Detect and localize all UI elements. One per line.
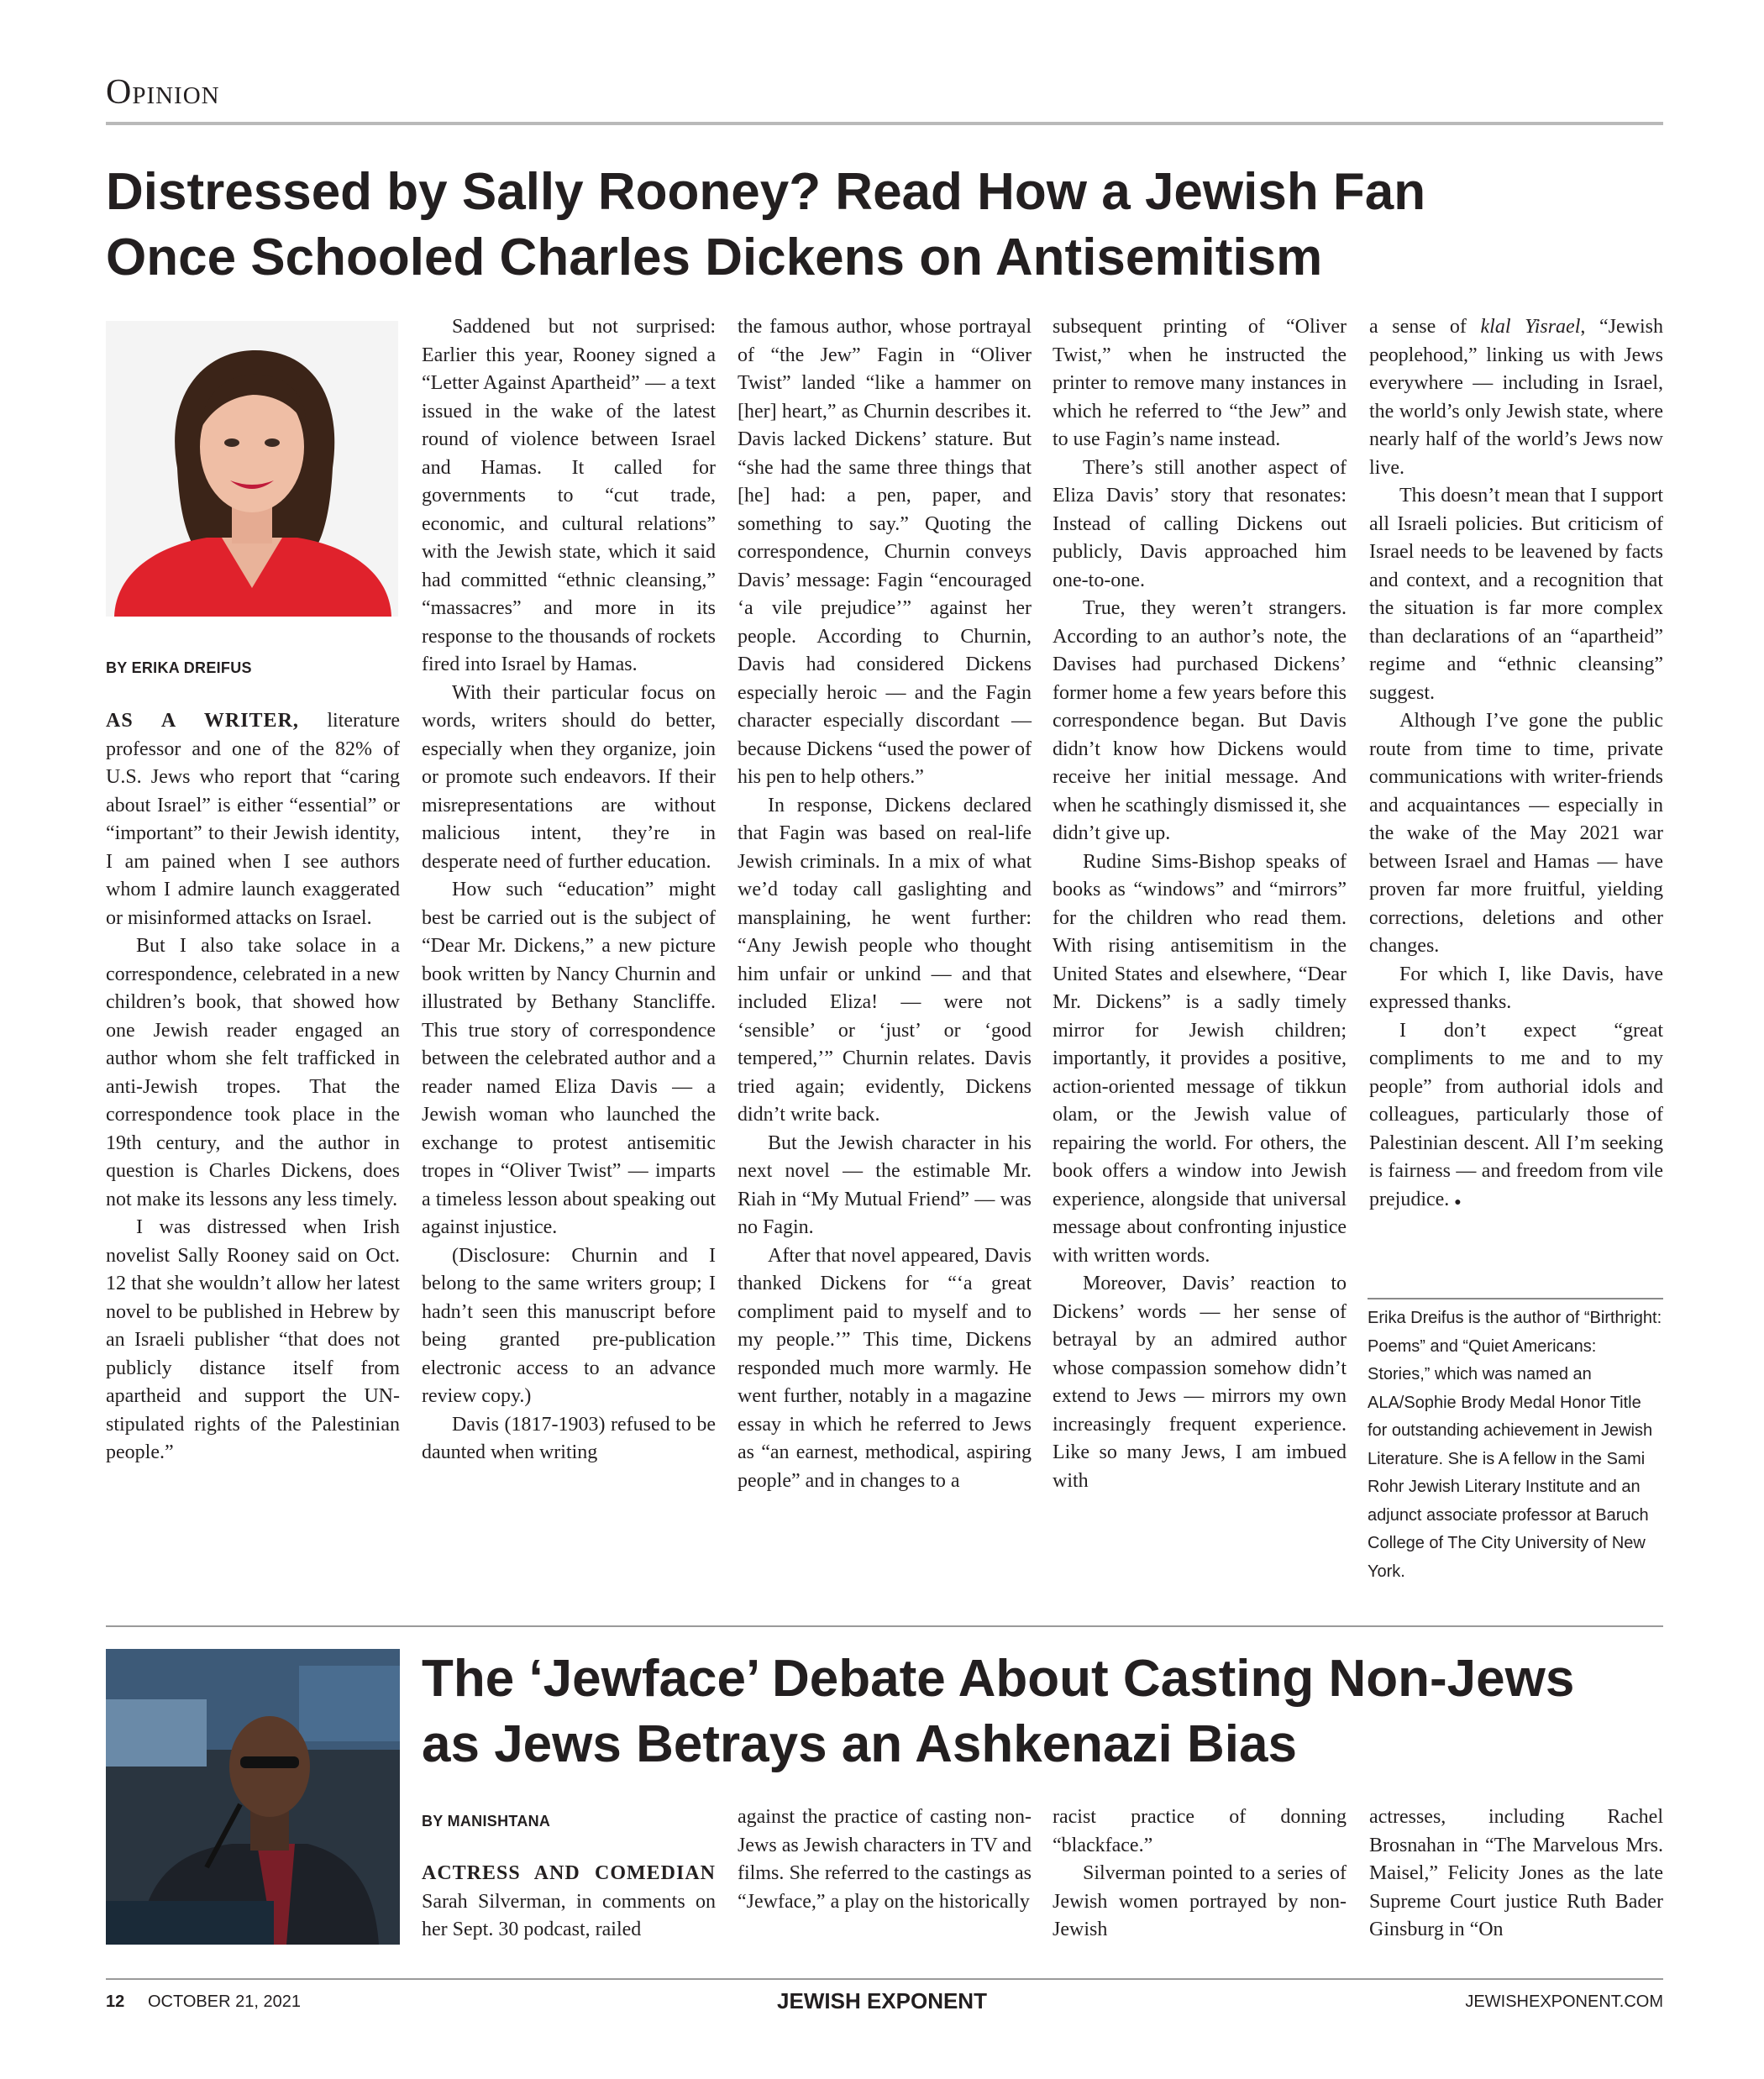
article1-paragraph: This doesn’t mean that I support all Israeli policies. But criticism of Israel needs to be leavened by facts and context, and a recognition that the situation is far more complex than declarations of an “apartheid” regime and “ethnic cleansing” suggest. [1369, 485, 1663, 704]
author-bio: Erika Dreifus is the author of “Birthright: Poems” and “Quiet Americans: Stories,” which was named an ALA/Sophie Brody Medal Honor Title for outstanding achievement in Jewish Literature. She is A fellow in the Sami Rohr Jewish Literary Institute and an adjunct associate professor at Baruch College of The City University of New York. [1368, 1309, 1662, 1581]
footer-rule [106, 1978, 1663, 1980]
author-photo-manishtana [106, 1649, 400, 1945]
article1-paragraph: After that novel appeared, Davis thanked Dickens for “‘a great compliment paid to myself and to my people.’” This time, Dickens responded much more warmly. He went further, notably in a magazine essay in which he referred to Jews as “an earnest, methodical, aspiring people” and in changes to a [738, 1244, 1032, 1492]
article1-headline-line1: Distressed by Sally Rooney? Read How a Jewish Fan [106, 163, 1426, 221]
article2-column-2 [738, 1803, 1032, 1916]
article1-paragraph: For which I, like Davis, have expressed thanks. [1369, 963, 1663, 1013]
section-label: Opinion [106, 73, 220, 112]
article1-paragraph: How such “education” might best be carried out is the subject of “Dear Mr. Dickens,” a new picture book written by Nancy Churnin and illustrated by Bethany Stancliffe. This true story of correspondence between the celebrated author and a reader named Eliza Davis — a Jewish woman who launched the exchange to protest antisemitic tropes in “Oliver Twist” — imparts a timeless lesson about speaking out against injustice. [422, 879, 716, 1238]
article1-paragraph: Rudine Sims-Bishop speaks of books as “windows” and “mirrors” for the children who read them. With rising antisemitism in the United States and elsewhere, “Dear Mr. Dickens” is a sadly timely mirror for Jewish children; importantly, it provides a positive, action-oriented message of tikkun olam, or the Jewish value of repairing the world. For others, the book offers a window into Jewish experience, alongside that universal message about confronting injustice with written words. [1053, 850, 1347, 1267]
article2-byline: BY MANISHTANA [422, 1813, 551, 1830]
website-link[interactable]: JEWISHEXPONENT.COM [1465, 1992, 1663, 2011]
article1-paragraph: the famous author, whose portrayal of “the Jew” Fagin in “Oliver Twist” landed “like a hammer on [her] heart,” as Churnin describes it. Davis lacked Dickens’ stature. But “she had the same three things that [he] had: a pen, paper, and something to say.” Quoting the correspondence, Churnin conveys Davis’ message: Fagin “encouraged ‘a vile prejudice’” against her people. According to Churnin, Davis had considered Dickens especially heroic — and the Fagin character especially discordant — because Dickens “used the power of his pen to help others.” [738, 316, 1032, 788]
page-number: 12 [106, 1992, 125, 2011]
article2-headline-line2: as Jews Betrays an Ashkenazi Bias [422, 1715, 1297, 1773]
article1-paragraph: Saddened but not surprised: Earlier this year, Rooney signed a “Letter Against Apartheid” — a text issued in the wake of the latest round of violence between Israel and Hamas. It called for governments to “cut trade, economic, and cultural relations” with the Jewish state, which it said had committed “ethnic cleansing,” “massacres” and more in its response to the thousands of rockets fired into Israel by Hamas. [422, 316, 716, 675]
article1-paragraph: a sense of klal Yisrael, “Jewish peoplehood,” linking us with Jews everywhere — including in Israel, the world’s only Jewish state, where nearly half of the world’s Jews now live. [1369, 316, 1663, 479]
article2-column-3 [1053, 1803, 1347, 1945]
article1-paragraph: AS A WRITER, literature professor and one of the 82% of U.S. Jews who report that “caring about Israel” is either “essential” or “important” to their Jewish identity, I am pained when I see authors whom I admire launch exaggerated or misinformed attacks on Israel. [106, 710, 400, 929]
italic-phrase: klal Yisrael [1480, 316, 1581, 338]
article1-paragraph: But the Jewish character in his next novel — the estimable Mr. Riah in “My Mutual Friend” — was no Fagin. [738, 1131, 1032, 1238]
article1-column-1 [106, 707, 400, 1467]
article2-paragraph: racist practice of donning “blackface.” [1053, 1806, 1347, 1856]
article2-headline-line1: The ‘Jewface’ Debate About Casting Non-Jews [422, 1650, 1575, 1708]
article1-paragraph: With their particular focus on words, writers should do better, especially when they organize, join or promote such endeavors. If their misrepresentations are without malicious intent, they’re in desperate need of further education. [422, 681, 716, 873]
article1-column-5 [1369, 313, 1663, 1216]
article1-paragraph: Moreover, Davis’ reaction to Dickens’ words — her sense of betrayal by an admired author whose compassion somehow didn’t extend to Jews — mirrors my own increasingly frequent experience. Like so many Jews, I am imbued with [1053, 1273, 1347, 1492]
article1-paragraph: True, they weren’t strangers. According to an author’s note, the Davises had purchased Dickens’ former home a few years before this correspondence began. But Davis didn’t know how Dickens would receive her initial message. And when he scathingly dismissed it, she didn’t give up. [1053, 597, 1347, 844]
article1-column-2 [422, 313, 716, 1467]
article1-headline [106, 160, 1425, 291]
article1-byline: BY ERIKA DREIFUS [106, 659, 252, 676]
bio-rule [1368, 1298, 1663, 1299]
article1-paragraph: Davis (1817-1903) refused to be daunted when writing [422, 1413, 716, 1463]
article-divider [106, 1625, 1663, 1627]
section-rule [106, 122, 1663, 125]
article2-headline [422, 1646, 1574, 1777]
article1-paragraph: Although I’ve gone the public route from time to time, private communications with writer-friends and acquaintances — especially in the wake of the May 2021 war between Israel and Hamas — have proven far more fruitful, yielding corrections, deletions and other changes. [1369, 710, 1663, 957]
article2-column-1 [422, 1860, 716, 1945]
article1-paragraph: I was distressed when Irish novelist Sally Rooney said on Oct. 12 that she wouldn’t allow her latest novel to be published in Hebrew by an Israeli publisher “that does not publicly distance itself from apartheid and support the UN-stipulated rights of the Palestinian people.” [106, 1216, 400, 1463]
author-photo-erika-dreifus [106, 321, 398, 617]
article1-paragraph: (Disclosure: Churnin and I belong to the same writers group; I hadn’t seen this manuscript before being granted pre-publication electronic access to an advance review copy.) [422, 1244, 716, 1407]
article1-column-4 [1053, 313, 1347, 1495]
article2-lead-in: ACTRESS AND COMEDIAN [422, 1862, 716, 1884]
article1-paragraph: subsequent printing of “Oliver Twist,” when he instructed the printer to remove many instances in which he referred to “the Jew” and to use Fagin’s name instead. [1053, 316, 1347, 450]
article1-headline-line2: Once Schooled Charles Dickens on Antisemitism [106, 228, 1323, 286]
issue-date: OCTOBER 21, 2021 [148, 1992, 301, 2011]
article2-paragraph: Silverman pointed to a series of Jewish women portrayed by non-Jewish [1053, 1862, 1347, 1940]
article2-paragraph: against the practice of casting non-Jews as Jewish characters in TV and films. She referred to the castings as “Jewface,” a play on the historically [738, 1806, 1032, 1913]
article1-column-3 [738, 313, 1032, 1495]
article1-lead-in: AS A WRITER, [106, 710, 299, 732]
article1-paragraph: There’s still another aspect of Eliza Davis’ story that resonates: Instead of calling Dickens out publicly, Davis approached him one-to-one. [1053, 456, 1347, 591]
article1-paragraph: I don’t expect “great compliments to me and to my people” from authorial idols and colleagues, particularly those of Palestinian descent. All I’m seeking is fairness — and freedom from vile prejudice. ● [1369, 1019, 1663, 1210]
end-mark-icon: ● [1454, 1195, 1462, 1209]
publication-name: JEWISH EXPONENT [777, 1988, 987, 2013]
article2-paragraph: actresses, including Rachel Brosnahan in “The Marvelous Mrs. Maisel,” Felicity Jones as the late Supreme Court justice Ruth Bader Ginsburg in “On [1369, 1806, 1663, 1940]
article1-paragraph: But I also take solace in a correspondence, celebrated in a new children’s book, that showed how one Jewish reader engaged an author whom she felt trafficked in anti-Jewish tropes. That the correspondence took place in the 19th century, and the author in question is Charles Dickens, does not make its lessons any less timely. [106, 935, 400, 1210]
article1-paragraph: In response, Dickens declared that Fagin was based on real-life Jewish criminals. In a mix of what we’d today call gaslighting and mansplaining, he went further: “Any Jewish people who thought him unfair or unkind — and that included Eliza! — were not ‘sensible’ or ‘just’ or ‘good tempered,’” Churnin relates. Davis tried again; evidently, Dickens didn’t write back. [738, 794, 1032, 1126]
article2-paragraph: ACTRESS AND COMEDIAN Sarah Silverman, in comments on her Sept. 30 podcast, railed [422, 1862, 716, 1940]
article2-column-4 [1369, 1803, 1663, 1945]
